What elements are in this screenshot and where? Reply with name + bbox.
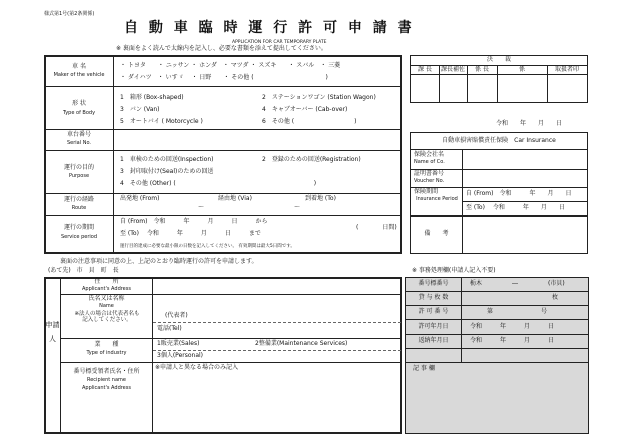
maker-label-en: Maker of the vehicle: [53, 72, 105, 78]
form-subtitle: APPLICATION FOR CAR TEMPORARY PLATE: [232, 40, 327, 45]
insurance-voucher-label-en: Voucher No.: [414, 178, 445, 184]
route-to-label: 到着地 (To): [305, 195, 336, 202]
purpose-label-en: Purpose: [68, 173, 90, 179]
recipient-note: ※申請人と異なる場合のみ記入: [155, 364, 239, 371]
lend-count-value: 枚: [552, 294, 559, 301]
body-option-6[interactable]: 6 その他 ( ): [262, 118, 357, 125]
period-label: 運行の期間: [63, 224, 94, 231]
approval-col-2: 課長補佐: [440, 66, 465, 73]
addressee: (あて先) 市 貝 町 長: [48, 267, 119, 274]
route-tilde-2: ～: [294, 204, 301, 211]
name-label: 氏名又は名称: [88, 295, 125, 302]
form-number: 様式第1号(第2条関係): [44, 11, 95, 17]
approval-title: 決 裁: [486, 56, 511, 63]
approval-col-5: 取扱者印: [554, 66, 579, 73]
approval-col-1: 課 長: [418, 66, 432, 73]
body-label-en: Type of Body: [62, 110, 96, 116]
serial-input[interactable]: [114, 130, 401, 150]
body-label: 形 状: [72, 100, 86, 107]
purpose-option-1[interactable]: 1 車検のための回送(Inspection): [120, 156, 214, 163]
return-date-label: 返納年月日: [418, 337, 449, 344]
representative-label[interactable]: (代表者): [165, 312, 188, 319]
period-days[interactable]: ( 日間): [356, 224, 397, 231]
period-label-en: Service period: [61, 234, 97, 240]
body-option-5[interactable]: 5 オートバイ ( Motorcycle ): [120, 118, 203, 125]
name-note: ※法人の場合は代表者名も記入してください。: [74, 311, 140, 324]
industry-option-1[interactable]: 1販売業(Sales): [157, 340, 200, 347]
name-label-en: Name: [99, 303, 114, 309]
address-input[interactable]: [153, 279, 401, 294]
address-label-en: Applicant's Address: [82, 286, 131, 292]
applicant-side-label: 申請人: [45, 321, 60, 343]
industry-label-en: Type of industry: [86, 350, 127, 356]
insurance-title: 自動車損害賠償責任保険 Car Insurance: [442, 137, 556, 144]
purpose-option-4[interactable]: 4 その他 (Other) ( ): [120, 180, 317, 187]
approval-date: 令和 年 月 日: [496, 120, 563, 127]
consent-notice: 裏面の注意事項に同意の上、上記のとおり臨時運行の許可を申請します。: [60, 258, 258, 265]
address-label: 住 所: [94, 278, 119, 285]
purpose-label: 運行の目的: [63, 164, 94, 171]
insurance-company-label: 保険会社名: [414, 151, 445, 158]
insurance-period-to[interactable]: 至 (To) 令和 年 月 日: [466, 204, 565, 211]
tel-label[interactable]: 電話(Tel): [157, 325, 182, 332]
recipient-label-en: Recipient name: [86, 377, 126, 383]
route-tilde-1: ～: [198, 204, 205, 211]
industry-option-3[interactable]: 3個人(Personal): [157, 352, 204, 359]
instruction-note: ※ 裏面をよく読んで太線内を記入し、必要な書類を添えて提出してください。: [116, 45, 327, 52]
remarks-label: 備 考: [424, 230, 449, 237]
maker-options-1[interactable]: ・ トヨタ ・ ニッサン ・ ホンダ ・ マツダ ・ スズキ ・ スバル ・ 三菱: [120, 62, 341, 69]
route-label-en: Route: [71, 205, 87, 211]
industry-label: 業 種: [94, 341, 119, 348]
permit-number-value: 第 号: [487, 308, 548, 315]
route-label: 運行の経路: [63, 196, 94, 203]
body-option-4[interactable]: 4 キャブオーバー (Cab-over): [262, 106, 348, 113]
period-from[interactable]: 自 (From) 令和 年 月 日 から: [120, 218, 268, 225]
route-from-label: 出発地 (From): [120, 195, 160, 202]
route-via-label: 経由地 (Via): [218, 195, 252, 202]
industry-option-2[interactable]: 2整備業(Maintenance Services): [255, 340, 348, 347]
insurance-period-label: 保険期間: [414, 188, 439, 195]
purpose-option-2[interactable]: 2 登録のための回送(Registration): [262, 156, 361, 163]
insurance-company-label-en: Name of Co.: [414, 159, 445, 165]
serial-label: 車台番号: [66, 131, 91, 138]
period-to[interactable]: 至 (To) 令和 年 月 日 まで: [120, 230, 261, 237]
approval-col-3: 係 長: [475, 66, 489, 73]
plate-number-value: 栃木 ― (市貝): [470, 280, 565, 287]
plate-number-label: 番号標番号: [418, 280, 449, 287]
permit-date-value: 令和 年 月 日: [470, 323, 555, 330]
recipient-label: 番号標受領者氏名・住所: [73, 368, 140, 375]
maker-options-2[interactable]: ・ ダイハツ ・ いすゞ ・ 日野 ・ その他 ( ): [120, 74, 328, 81]
period-note: 運行目的達成に必要な最小限の日数を記入してください。 有効期間は最大5日間です。: [120, 244, 295, 249]
insurance-period-label-en: Insurance Period: [416, 196, 458, 202]
serial-label-en: Serial No.: [66, 140, 92, 146]
permit-date-label: 許可年月日: [418, 323, 449, 330]
body-option-3[interactable]: 3 バン (Van): [120, 106, 160, 113]
form-title: 自 動 車 臨 時 運 行 許 可 申 請 書: [124, 20, 415, 36]
body-option-1[interactable]: 1 箱形 (Box-shaped): [120, 94, 184, 101]
lend-count-label: 貸 与 枚 数: [418, 294, 449, 301]
return-date-value: 令和 年 月 日: [470, 337, 555, 344]
maker-label: 車 名: [72, 63, 86, 70]
recipient-label-en-2: Applicant's Address: [82, 385, 131, 391]
insurance-voucher-label: 証明書番号: [414, 170, 445, 177]
permit-number-label: 許 可 番 号: [418, 308, 449, 315]
approval-col-4: 係: [518, 66, 525, 73]
body-option-2[interactable]: 2 ステーションワゴン (Station Wagon): [262, 94, 376, 101]
office-use-title: ※ 事務処理欄(申請人記入不要): [412, 267, 496, 274]
insurance-period-from[interactable]: 自 (From) 令和 年 月 日: [466, 190, 572, 197]
purpose-option-3[interactable]: 3 封印取付け(Seal)のための回送: [120, 168, 214, 175]
notes-label: 記 事 欄: [413, 365, 435, 372]
